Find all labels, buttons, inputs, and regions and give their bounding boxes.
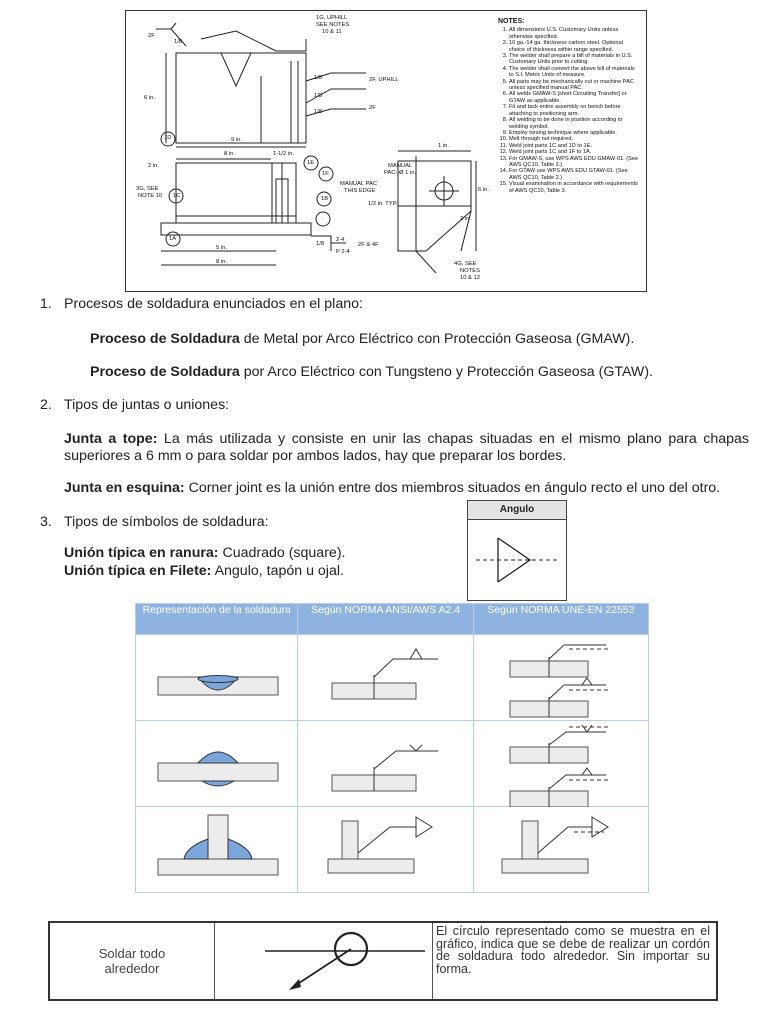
label-note10: NOTE 10	[138, 193, 163, 199]
section-2-paragraph-1	[64, 431, 749, 465]
table-header: Según NORMA ANSI/AWS A2.4	[298, 604, 473, 635]
butt-weld-image	[136, 635, 298, 730]
weld-all-around-label	[50, 923, 214, 999]
label-line: Soldar todo	[98, 946, 166, 961]
label-4g: 4G, SEE	[454, 261, 477, 267]
ansi-fillet-symbol	[298, 807, 473, 902]
label-1f: 1F	[322, 171, 329, 177]
ansi-symbol-cell	[298, 807, 473, 893]
section-3-paragraph-1	[64, 545, 345, 562]
label-8in-b: 8 in.	[216, 259, 227, 265]
label-1c: 1C	[173, 193, 181, 199]
divider	[432, 923, 433, 999]
note-item: 1. All dimensions U.S. Customary Units unless otherwise specified.	[509, 27, 640, 40]
une-fillet-symbol	[474, 807, 649, 902]
une-symbol-cell	[473, 807, 648, 893]
label-2f: 2F	[148, 33, 155, 39]
note-item: 6. All welds GMAW-S [short Circuiting Transfer] or GTAW as applicable.	[509, 91, 640, 104]
label-8in: 8 in.	[224, 151, 235, 157]
paragraph-text: La más utilizada y consiste en unir las chapas situadas en el mismo plano para chapas superiores a 6 mm o para soldar por ambos lados, hay que preparar los bordes.	[64, 431, 749, 464]
label-2in-b: 2 in.	[460, 216, 471, 222]
table-header: Representación de la soldadura	[136, 604, 298, 635]
note-item: 2. 10 ga.-14 ga. thickness carbon steel. Optional choice of thickness within range specified.	[509, 40, 640, 53]
drawing-notes	[498, 19, 640, 194]
ansi-symbol-cell	[298, 635, 473, 721]
label-2in: 2 in.	[148, 163, 159, 169]
label-1a: 1A	[169, 236, 177, 242]
section-1-title: Procesos de soldadura enunciados en el plano:	[64, 296, 363, 312]
label-1b: 1B	[321, 196, 329, 202]
label-2f: 2F	[369, 105, 376, 111]
table-header-row	[136, 604, 649, 635]
technical-drawing	[125, 10, 647, 292]
label-5in: 5 in.	[216, 245, 227, 251]
angle-header: Angulo	[468, 501, 566, 520]
table-row	[136, 721, 649, 807]
label-6in: 6 in.	[144, 95, 155, 101]
bold-term: Junta a tope:	[64, 431, 158, 447]
paragraph-text: Corner joint es la unión entre dos miembros situados en ángulo recto el uno del otro.	[184, 480, 721, 496]
label-frac-sym: 1/8	[316, 241, 325, 247]
label-notes-ref2: 10 & 12	[460, 275, 480, 281]
label-half-typ: 1/2 in. TYP.	[368, 201, 398, 207]
note-item: 8. All welding to be done in position according to welding symbol.	[509, 117, 640, 130]
notes-title: NOTES:	[498, 18, 525, 25]
label-1e: 1E	[307, 160, 315, 166]
section-2-paragraph-2	[64, 480, 720, 497]
ansi-symbol-cell	[298, 721, 473, 807]
label-pac-dia: PAC- Ø 1 in.	[384, 170, 417, 176]
table-row	[136, 635, 649, 721]
note-item: 4. The welder shall convert the above bill of materials to S.I. Metric Units of measure.	[509, 66, 640, 79]
label-frac: 1/8	[174, 39, 183, 45]
note-item: 5. All parts may be mechanically cut or machine PAC unless specified manual PAC.	[509, 79, 640, 92]
label-frac: 1/8	[314, 93, 323, 99]
section-2-number: 2.	[40, 397, 52, 413]
label-p-2-4: P 2-4	[336, 249, 350, 255]
label-6in-b: 6 in.	[478, 187, 489, 193]
paragraph-text: Angulo, tapón u ojal.	[211, 563, 344, 579]
angle-symbol-box	[467, 500, 567, 601]
ansi-weld-symbol	[298, 721, 473, 816]
weld-representation-cell	[136, 635, 298, 721]
paragraph-text: por Arco Eléctrico con Tungsteno y Protección Gaseosa (GTAW).	[239, 364, 653, 380]
section-1-paragraph-2	[90, 364, 653, 381]
une-symbol-cell	[473, 721, 648, 807]
bold-term: Unión típica en ranura:	[64, 545, 219, 561]
section-2-title: Tipos de juntas o uniones:	[64, 397, 230, 413]
label-9in: 9 in.	[231, 137, 242, 143]
weld-representation-cell	[136, 721, 298, 807]
ansi-weld-symbol	[298, 635, 473, 730]
label-see-notes: SEE NOTES	[316, 22, 350, 28]
label-manual: MANUAL	[388, 163, 413, 169]
note-item: 7. Fit and tack entire assembly on bench before attaching to positioning arm.	[509, 104, 640, 117]
label-1d: 1D	[164, 135, 172, 141]
label-uphill: 1G, UPHILL	[316, 15, 348, 21]
note-item: 9. Employ torsing technique where applicable.	[509, 130, 640, 136]
note-item: 10. Melt through not required.	[509, 136, 640, 142]
table-header: Según NORMA UNE-EN 22553	[473, 604, 648, 635]
bold-term: Proceso de Soldadura	[90, 364, 240, 380]
note-item: 12. Weld joint parts 1C and 1F to 1A.	[509, 149, 640, 155]
label-notes-ref: 10 & 11	[322, 29, 342, 35]
label-1in: 1 in.	[438, 143, 449, 149]
note-item: 15. Visual examination in accordance with requirements of AWS QC10, Table 3.	[509, 181, 640, 194]
weld-symbol-table	[135, 603, 649, 893]
section-1-paragraph-1	[90, 331, 634, 348]
label-frac: 1/8	[314, 109, 323, 115]
label-frac: 1/8	[314, 75, 323, 81]
label-2f-uphill: 2F, UPHILL	[369, 77, 399, 83]
label-3g: 3G, SEE	[136, 186, 159, 192]
une-weld-symbol	[474, 721, 649, 816]
note-item: 11. Weld joint parts 1C and 1D to 1E.	[509, 143, 640, 149]
une-symbol-cell	[473, 635, 648, 721]
section-3-title: Tipos de símbolos de soldadura:	[64, 514, 269, 530]
une-weld-symbol	[474, 635, 649, 730]
fillet-triangle-icon	[468, 520, 566, 600]
double-weld-image	[136, 721, 298, 816]
section-3-paragraph-2	[64, 563, 344, 580]
bold-term: Unión típica en Filete:	[64, 563, 212, 579]
weld-all-around-circle-icon	[215, 923, 432, 999]
bold-term: Junta en esquina:	[64, 480, 185, 496]
label-line: alrededor	[104, 961, 160, 976]
weld-representation-cell	[136, 807, 298, 893]
label-2-4: 2-4	[336, 237, 345, 243]
paragraph-text: de Metal por Arco Eléctrico con Protección Gaseosa (GMAW).	[239, 331, 635, 347]
bold-term: Proceso de Soldadura	[90, 331, 240, 347]
table-row	[136, 807, 649, 893]
fillet-weld-image	[136, 807, 298, 902]
note-item: 13. For GMAW-S, use WPS AWS EDU GMAW-01. (See AWS QC10, Table 2.)	[509, 156, 640, 169]
label-manual-pac: MANUAL PAC	[340, 181, 378, 187]
label-this-edge: THIS EDGE	[344, 188, 376, 194]
note-item: 14. For GTAW use WPS AWS EDU GTAW-01. (See AWS QC10, Table 2.)	[509, 168, 640, 181]
section-1-number: 1.	[40, 296, 52, 312]
weld-all-around-box	[48, 921, 718, 1001]
section-3-number: 3.	[40, 514, 52, 530]
weld-all-around-description: El círculo representado como se muestra en el gráfico, indica que se debe de realizar un cordón de soldadura todo alrededor. Sin importar su forma.	[436, 924, 710, 976]
label-notes2: NOTES	[460, 268, 480, 274]
label-1-5in: 1-1/2 in.	[273, 151, 294, 157]
note-item: 3. The welder shall prepare a bill of materials in U.S. Customary Units prior to cutting.	[509, 53, 640, 66]
label-2f-4f: 2F & 4F	[358, 242, 379, 248]
paragraph-text: Cuadrado (square).	[218, 545, 346, 561]
